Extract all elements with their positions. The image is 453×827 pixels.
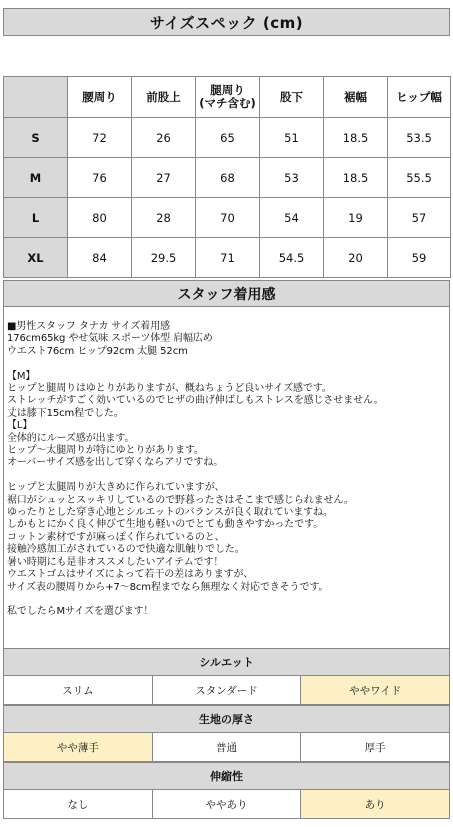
col-header-thigh-line2: (マチ含む) [199, 96, 256, 110]
cell-value: 84 [68, 238, 132, 278]
col-header-waist: 腰周り [68, 77, 132, 118]
cell-value: 53.5 [388, 118, 451, 158]
cell-value: 51 [260, 118, 324, 158]
review-line: ヒップと太腿周りが大きめに作られていますが、 [7, 482, 225, 494]
table-row [4, 238, 451, 278]
col-header-thigh-line1: 腿周り [210, 83, 245, 97]
review-line: 私でしたらMサイズを選びます！ [7, 606, 154, 618]
cell-value: 29.5 [132, 238, 196, 278]
size-label: M [4, 158, 68, 198]
col-header-thigh [196, 77, 260, 118]
review-line: サイズ表の腰周りから+7～8cm程までなら無理なく対応できそうです。 [7, 581, 329, 593]
table-row [4, 158, 451, 198]
review-line: 176cm65kg やせ気味 スポーツ体型 肩幅広め [7, 333, 213, 345]
cell-value: 70 [196, 198, 260, 238]
table-row [4, 118, 451, 158]
attr-option: スリム [4, 676, 153, 704]
col-header-inseam: 股下 [260, 77, 324, 118]
cell-value: 54 [260, 198, 324, 238]
col-header-hip-width: ヒップ幅 [388, 77, 451, 118]
size-spec-table [3, 76, 451, 278]
cell-value: 72 [68, 118, 132, 158]
review-line: 【L】 [7, 420, 33, 432]
table-header-row [4, 77, 451, 118]
attr-row-silhouette [3, 676, 450, 705]
attr-heading-stretch: 伸縮性 [3, 762, 450, 790]
review-line: 接触冷感加工がされているので快適な肌触りでした。 [7, 544, 245, 556]
attr-option: あり [301, 790, 450, 818]
attr-option: なし [4, 790, 153, 818]
cell-value: 57 [388, 198, 451, 238]
review-line: オーバーサイズ感を出して穿くならアリですね。 [7, 457, 224, 469]
size-spec-title: サイズスペック (cm) [3, 8, 450, 36]
review-line: ゆったりとした穿き心地とシルエットのバランスが良く取れていますね。 [7, 507, 333, 519]
size-label: L [4, 198, 68, 238]
cell-value: 65 [196, 118, 260, 158]
size-label: S [4, 118, 68, 158]
cell-value: 71 [196, 238, 260, 278]
attr-option: 普通 [153, 733, 302, 761]
cell-value: 76 [68, 158, 132, 198]
cell-value: 28 [132, 198, 196, 238]
col-header-front-rise: 前股上 [132, 77, 196, 118]
cell-value: 18.5 [324, 118, 388, 158]
attr-row-stretch [3, 790, 450, 819]
review-line: ウエストゴムはサイズによって若干の差はありますが、 [7, 569, 254, 581]
cell-value: 26 [132, 118, 196, 158]
cell-value: 54.5 [260, 238, 324, 278]
review-spacer [7, 470, 446, 482]
review-line: 【M】 [7, 370, 36, 382]
review-line: 暑い時期にも是非オススメしたいアイテムです！ [7, 556, 224, 568]
table-row [4, 198, 451, 238]
cell-value: 59 [388, 238, 451, 278]
attr-option: スタンダード [153, 676, 302, 704]
attr-heading-silhouette: シルエット [3, 648, 450, 676]
cell-value: 20 [324, 238, 388, 278]
review-line: ストレッチがすごく効いているのでヒザの曲げ伸ばしもストレスを感じさせません。 [7, 395, 384, 407]
attr-heading-thickness: 生地の厚さ [3, 705, 450, 733]
attr-option: ややワイド [301, 676, 450, 704]
size-label: XL [4, 238, 68, 278]
review-line: ■男性スタッフ タナカ サイズ着用感 [7, 321, 171, 332]
staff-review-heading: スタッフ着用感 [3, 280, 450, 307]
attr-row-thickness [3, 733, 450, 762]
review-line: 丈は膝下15cm程でした。 [7, 407, 124, 419]
review-line: コットン素材ですが麻っぽく作られているのと、 [7, 531, 225, 543]
col-header-hem-width: 裾幅 [324, 77, 388, 118]
attr-option: ややあり [153, 790, 302, 818]
review-spacer [7, 594, 446, 606]
attr-option: やや薄手 [4, 733, 153, 761]
review-spacer [7, 358, 446, 370]
cell-value: 18.5 [324, 158, 388, 198]
review-line: 裾口がシュッとスッキリしているので野暮ったさはそこまで感じられません。 [7, 494, 354, 506]
review-line: ヒップと腿周りはゆとりがありますが、概ねちょうど良いサイズ感です。 [7, 383, 332, 395]
cell-value: 19 [324, 198, 388, 238]
cell-value: 27 [132, 158, 196, 198]
cell-value: 55.5 [388, 158, 451, 198]
table-corner-cell [4, 77, 68, 118]
attr-option: 厚手 [301, 733, 450, 761]
staff-review-body [3, 307, 450, 649]
review-line: 全体的にルーズ感が出ます。 [7, 432, 135, 444]
review-line: しかもとにかく良く伸びて生地も軽いのでとても動きやすかったです。 [7, 519, 323, 531]
cell-value: 80 [68, 198, 132, 238]
cell-value: 68 [196, 158, 260, 198]
review-line: ウエスト76cm ヒップ92cm 太腿 52cm [7, 345, 188, 357]
review-line: ヒップ～太腿周りが特にゆとりがあります。 [7, 445, 204, 457]
cell-value: 53 [260, 158, 324, 198]
